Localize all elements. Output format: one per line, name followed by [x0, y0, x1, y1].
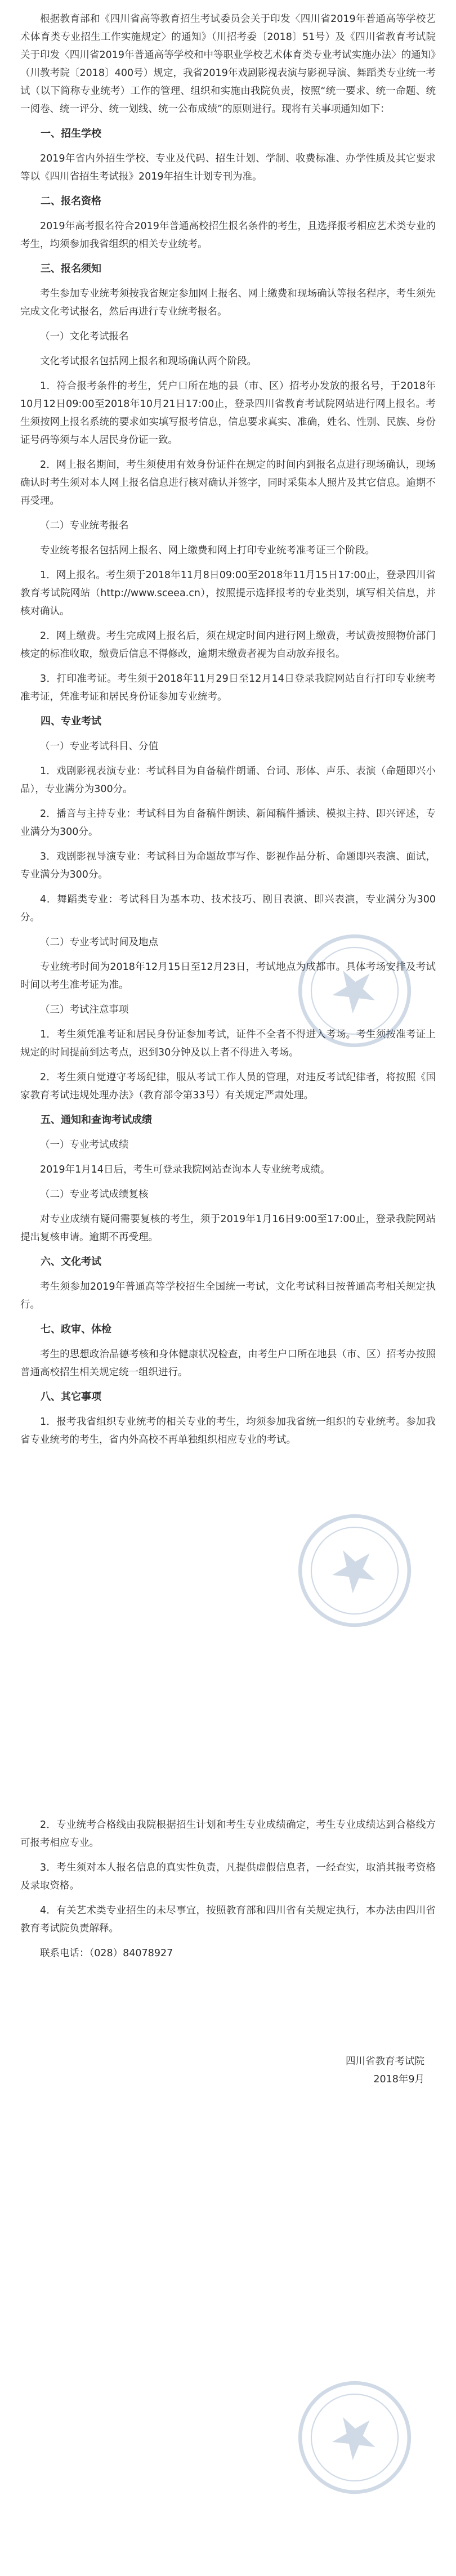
- signature-date: 2018年9月: [373, 2074, 424, 2085]
- paragraph: 1．符合报考条件的考生，凭户口所在地的县（市、区）招考办发放的报名号，于2018年10月12日09:00至2018年10月21日17:00止，登录四川省教育考试院网站进行网上报名。考生须按网上报名系统的要求如实填写报考信息，信息要求真实、准确，姓名、性别、民族、身份证号码等须与本人居民身份证一致。: [20, 381, 436, 446]
- paragraph: 2．网上缴费。考生完成网上报名后，须在规定时间内进行网上缴费，考试费按照物价部门核定的标准收取，缴费后信息不得修改，逾期未缴费者视为自动放弃报名。: [20, 630, 436, 660]
- signature-block: [20, 2052, 436, 2088]
- paragraph: 根据教育部和《四川省高等教育招生考试委员会关于印发〈四川省2019年普通高等学校艺术体育类专业招生工作实施规定〉的通知》（川招考委〔2018〕51号）及《四川省教育考试院关于印发〈四川省2019年普通高等学校和中等职业学校艺术体育类专业考试实施办法〉的通知》（川教考院〔2018〕400号）规定，我省2019年戏剧影视表演与影视导演、舞蹈类专业统一考试（以下简称专业统考）工作的管理、组织和实施由我院负责，按照“统一要求、统一命题、统一阅卷、统一评分、统一划线、统一公布成绩”的原则进行。现将有关事项通知如下：: [20, 14, 436, 115]
- paragraph: 2019年高考报名符合2019年普通高校招生报名条件的考生，且选择报考相应艺术类专业的考生，均须参加我省组织的相关专业统考。: [20, 221, 436, 250]
- section-heading: 一、招生学校: [41, 128, 101, 140]
- section-heading: （三）考试注意事项: [40, 1004, 129, 1016]
- paragraph: 1．戏剧影视表演专业：考试科目为自备稿件朗诵、台词、形体、声乐、表演（命题即兴小品），专业满分为300分。: [20, 766, 436, 795]
- paragraph: 2019年省内外招生学校、专业及代码、招生计划、学制、收费标准、办学性质及其它要求等以《四川省招生考试报》2019年招生计划专刊为准。: [20, 153, 436, 182]
- section-heading: 八、其它事项: [41, 1391, 101, 1403]
- paragraph: 2．考生须自觉遵守考场纪律，服从考试工作人员的管理，对违反考试纪律者，将按照《国家教育考试违规处理办法》（教育部令第33号）有关规定严肃处理。: [20, 1072, 436, 1101]
- blank-area: [20, 1456, 436, 1816]
- paragraph: 文化考试报名包括网上报名和现场确认两个阶段。: [40, 356, 257, 367]
- section-heading: （一）专业考试成绩: [40, 1139, 129, 1151]
- paragraph: 专业统考时间为2018年12月15日至12月23日，考试地点为成都市。具体考场安排及考试时间以考生准考证为准。: [20, 961, 436, 991]
- blank-area: [20, 1969, 436, 2037]
- paragraph: 1．报考我省组织专业统考的相关专业的考生，均须参加我省统一组织的专业统考。参加我省专业统考的考生，省内外高校不再单独组织相应专业的考试。: [20, 1416, 436, 1446]
- section-heading: （二）专业考试成绩复核: [40, 1189, 149, 1200]
- paragraph: 3．戏剧影视导演专业：考试科目为命题故事写作、影视作品分析、命题即兴表演、面试，专业满分为300分。: [20, 851, 436, 880]
- paragraph: 3．考生须对本人报名信息的真实性负责，凡提供虚假信息者，一经查实，取消其报考资格及录取资格。: [20, 1862, 436, 1891]
- paragraph: 2．专业统考合格线由我院根据招生计划和考生专业成绩确定，考生专业成绩达到合格线方可报考相应专业。: [20, 1819, 436, 1849]
- paragraph: 考生须参加2019年普通高等学校招生全国统一考试，文化考试科目按普通高考相关规定执行。: [20, 1281, 436, 1311]
- section-heading: 六、文化考试: [41, 1256, 101, 1268]
- paragraph: 对专业成绩有疑问需要复核的考生，须于2019年1月16日9:00至17:00止，登录我院网站提出复核申请。逾期不再受理。: [20, 1214, 436, 1243]
- paragraph: 1．网上报名。考生须于2018年11月8日09:00至2018年11月15日17:00止，登录四川省教育考试院网站（http://www.sceea.cn），按照提示选择报考的专业类别，填写相关信息，并核对确认。: [20, 570, 436, 617]
- section-heading: 二、报名资格: [41, 195, 101, 207]
- paragraph: 1．考生须凭准考证和居民身份证参加考试，证件不全者不得进入考场。考生须按准考证上规定的时间提前到达考点，迟到30分钟及以上者不得进入考场。: [20, 1029, 436, 1058]
- paragraph: 2．播音与主持专业：考试科目为自备稿件朗读、新闻稿件播读、模拟主持、即兴评述，专业满分为300分。: [20, 808, 436, 838]
- section-heading: 三、报名须知: [41, 263, 101, 275]
- section-heading: 五、通知和查询考试成绩: [41, 1114, 152, 1126]
- paragraph: 2．网上报名期间，考生须使用有效身份证件在规定的时间内到报名点进行现场确认，现场确认时考生须对本人网上报名信息进行核对确认并签字，同时采集本人照片及其它信息。逾期不再受理。: [20, 459, 436, 507]
- paragraph: 4．舞蹈类专业：考试科目为基本功、技术技巧、剧目表演、即兴表演，专业满分为300分。: [20, 894, 436, 923]
- paragraph: 3．打印准考证。考生须于2018年11月29日至12月14日登录我院网站自行打印专业统考准考证，凭准考证和居民身份证参加专业统考。: [20, 673, 436, 703]
- section-heading: （一）专业考试科目、分值: [40, 741, 158, 752]
- paragraph: 考生的思想政治品德考核和身体健康状况检查，由考生户口所在地县（市、区）招考办按照普通高校招生相关规定统一组织进行。: [20, 1349, 436, 1378]
- paragraph: 联系电话：（028）84078927: [40, 1948, 173, 1959]
- section-heading: 四、专业考试: [41, 715, 101, 727]
- document-body: [20, 10, 436, 2037]
- signature-org: 四川省教育考试院: [346, 2056, 424, 2067]
- paragraph: 4．有关艺术类专业招生的未尽事宜，按照教育部和四川省有关规定执行，本办法由四川省教育考试院负责解释。: [20, 1905, 436, 1934]
- section-heading: （一）文化考试报名: [40, 331, 129, 342]
- paragraph: 专业统考报名包括网上报名、网上缴费和网上打印专业统考准考证三个阶段。: [40, 545, 375, 556]
- paragraph: 考生参加专业统考须按我省规定参加网上报名、网上缴费和现场确认等报名程序，考生须先完成文化考试报名，然后再进行专业统考报名。: [20, 288, 436, 317]
- seal-watermark-icon: [270, 2353, 440, 2523]
- section-heading: 七、政审、体检: [41, 1323, 111, 1335]
- section-heading: （二）专业统考报名: [40, 520, 129, 531]
- paragraph: 2019年1月14日后，考生可登录我院网站查询本人专业统考成绩。: [40, 1164, 330, 1175]
- section-heading: （二）专业考试时间及地点: [40, 937, 158, 948]
